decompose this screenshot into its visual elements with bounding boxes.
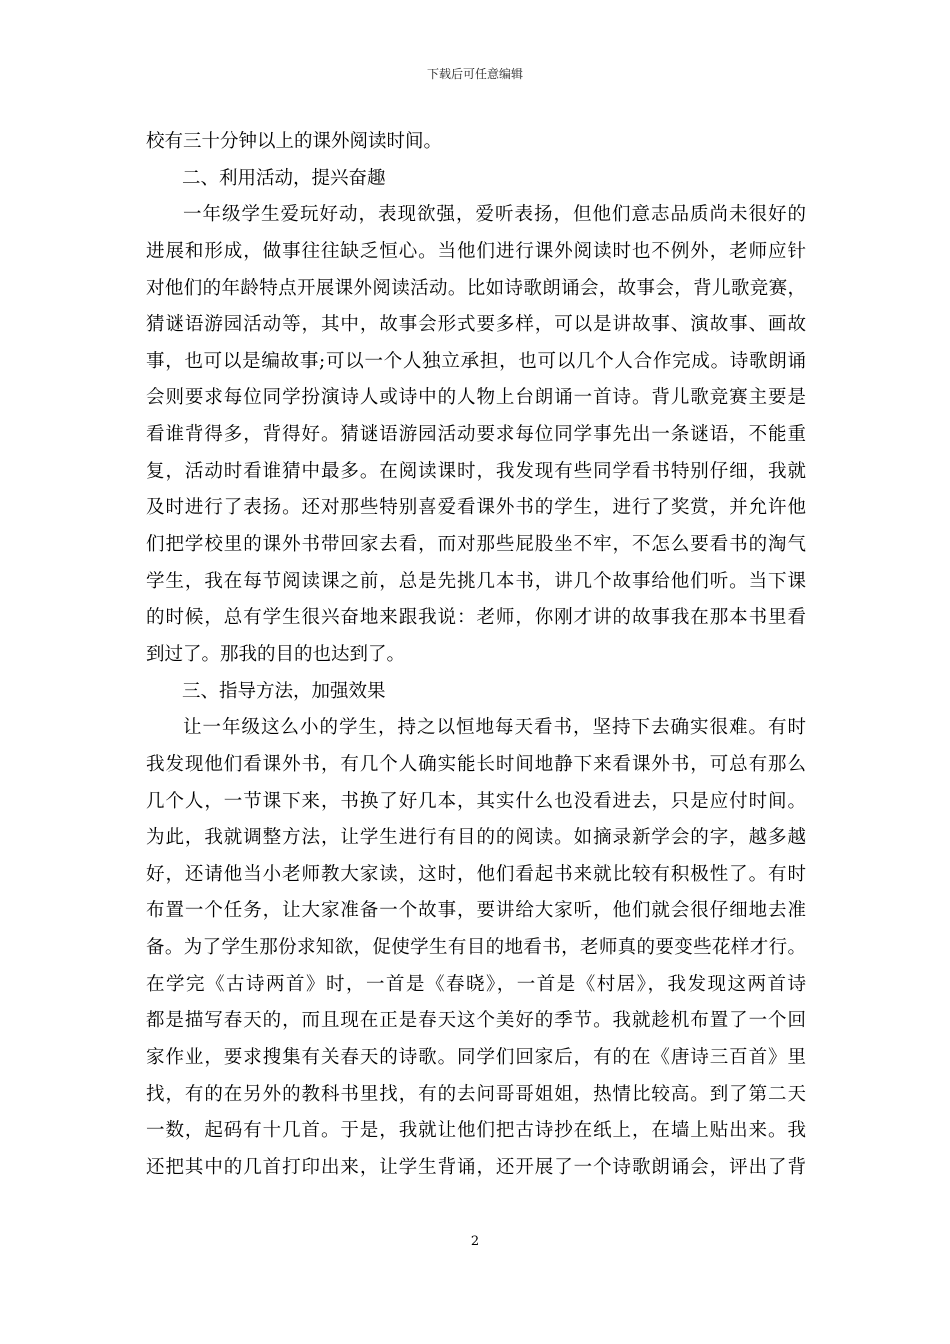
paragraph-line: 们把学校里的课外书带回家去看，而对那些屁股坐不牢，不怎么要看书的淘气: [146, 534, 806, 556]
section-heading: 二、利用活动，提兴奋趣: [182, 167, 386, 189]
paragraph-line: 复，活动时看谁猜中最多。在阅读课时，我发现有些同学看书特别仔细，我就: [146, 460, 806, 482]
paragraph-line: 到过了。那我的目的也达到了。: [146, 643, 406, 665]
paragraph-line: 及时进行了表扬。还对那些特别喜爱看课外书的学生，进行了奖赏，并允许他: [146, 497, 806, 519]
paragraph-line: 事，也可以是编故事;可以一个人独立承担，也可以几个人合作完成。诗歌朗诵: [146, 350, 806, 372]
page-number: 2: [470, 1234, 480, 1249]
paragraph-line: 一年级学生爱玩好动，表现欲强，爱听表扬，但他们意志品质尚未很好的: [183, 204, 806, 226]
paragraph-line: 在学完《古诗两首》时，一首是《春晓》，一首是《村居》，我发现这两首诗: [146, 973, 806, 995]
section-heading: 三、指导方法，加强效果: [182, 680, 386, 702]
paragraph-line: 会则要求每位同学扮演诗人或诗中的人物上台朗诵一首诗。背儿歌竞赛主要是: [146, 387, 806, 409]
paragraph-line: 我发现他们看课外书，有几个人确实能长时间地静下来看课外书，可总有那么: [146, 753, 806, 775]
document-body: [146, 124, 806, 1187]
paragraph-line: 猜谜语游园活动等，其中，故事会形式要多样，可以是讲故事、演故事、画故: [146, 314, 806, 336]
paragraph-line: 进展和形成，做事往往缺乏恒心。当他们进行课外阅读时也不例外，老师应针: [146, 240, 806, 262]
page-header: 下载后可任意编辑: [426, 67, 523, 81]
paragraph-line: 备。为了学生那份求知欲，促使学生有目的地看书，老师真的要变些花样才行。: [146, 937, 806, 959]
paragraph-line: 校有三十分钟以上的课外阅读时间。: [146, 131, 443, 152]
paragraph-line: 好，还请他当小老师教大家读，这时，他们看起书来就比较有积极性了。有时: [146, 863, 806, 885]
paragraph-line: 找，有的在另外的教科书里找，有的去问哥哥姐姐，热情比较高。到了第二天: [146, 1083, 806, 1105]
paragraph-line: 让一年级这么小的学生，持之以恒地每天看书，坚持下去确实很难。有时: [183, 717, 806, 739]
paragraph-line: 布置一个任务，让大家准备一个故事，要讲给大家听，他们就会很仔细地去准: [146, 900, 806, 922]
paragraph-line: 看谁背得多，背得好。猜谜语游园活动要求每位同学事先出一条谜语，不能重: [146, 424, 806, 446]
paragraph-line: 对他们的年龄特点开展课外阅读活动。比如诗歌朗诵会，故事会，背儿歌竞赛，: [146, 277, 806, 299]
paragraph-line: 还把其中的几首打印出来，让学生背诵，还开展了一个诗歌朗诵会，评出了背: [146, 1156, 806, 1178]
paragraph-line: 的时候，总有学生很兴奋地来跟我说：老师，你刚才讲的故事我在那本书里看: [146, 607, 806, 629]
paragraph-line: 几个人，一节课下来，书换了好几本，其实什么也没看进去，只是应付时间。: [146, 790, 806, 812]
paragraph-line: 一数，起码有十几首。于是，我就让他们把古诗抄在纸上，在墙上贴出来。我: [146, 1120, 806, 1142]
paragraph-line: 都是描写春天的，而且现在正是春天这个美好的季节。我就趁机布置了一个回: [146, 1010, 806, 1032]
paragraph-line: 家作业，要求搜集有关春天的诗歌。同学们回家后，有的在《唐诗三百首》里: [146, 1047, 806, 1069]
paragraph-line: 学生，我在每节阅读课之前，总是先挑几本书，讲几个故事给他们听。当下课: [146, 570, 806, 592]
paragraph-line: 为此，我就调整方法，让学生进行有目的的阅读。如摘录新学会的字，越多越: [146, 827, 806, 849]
